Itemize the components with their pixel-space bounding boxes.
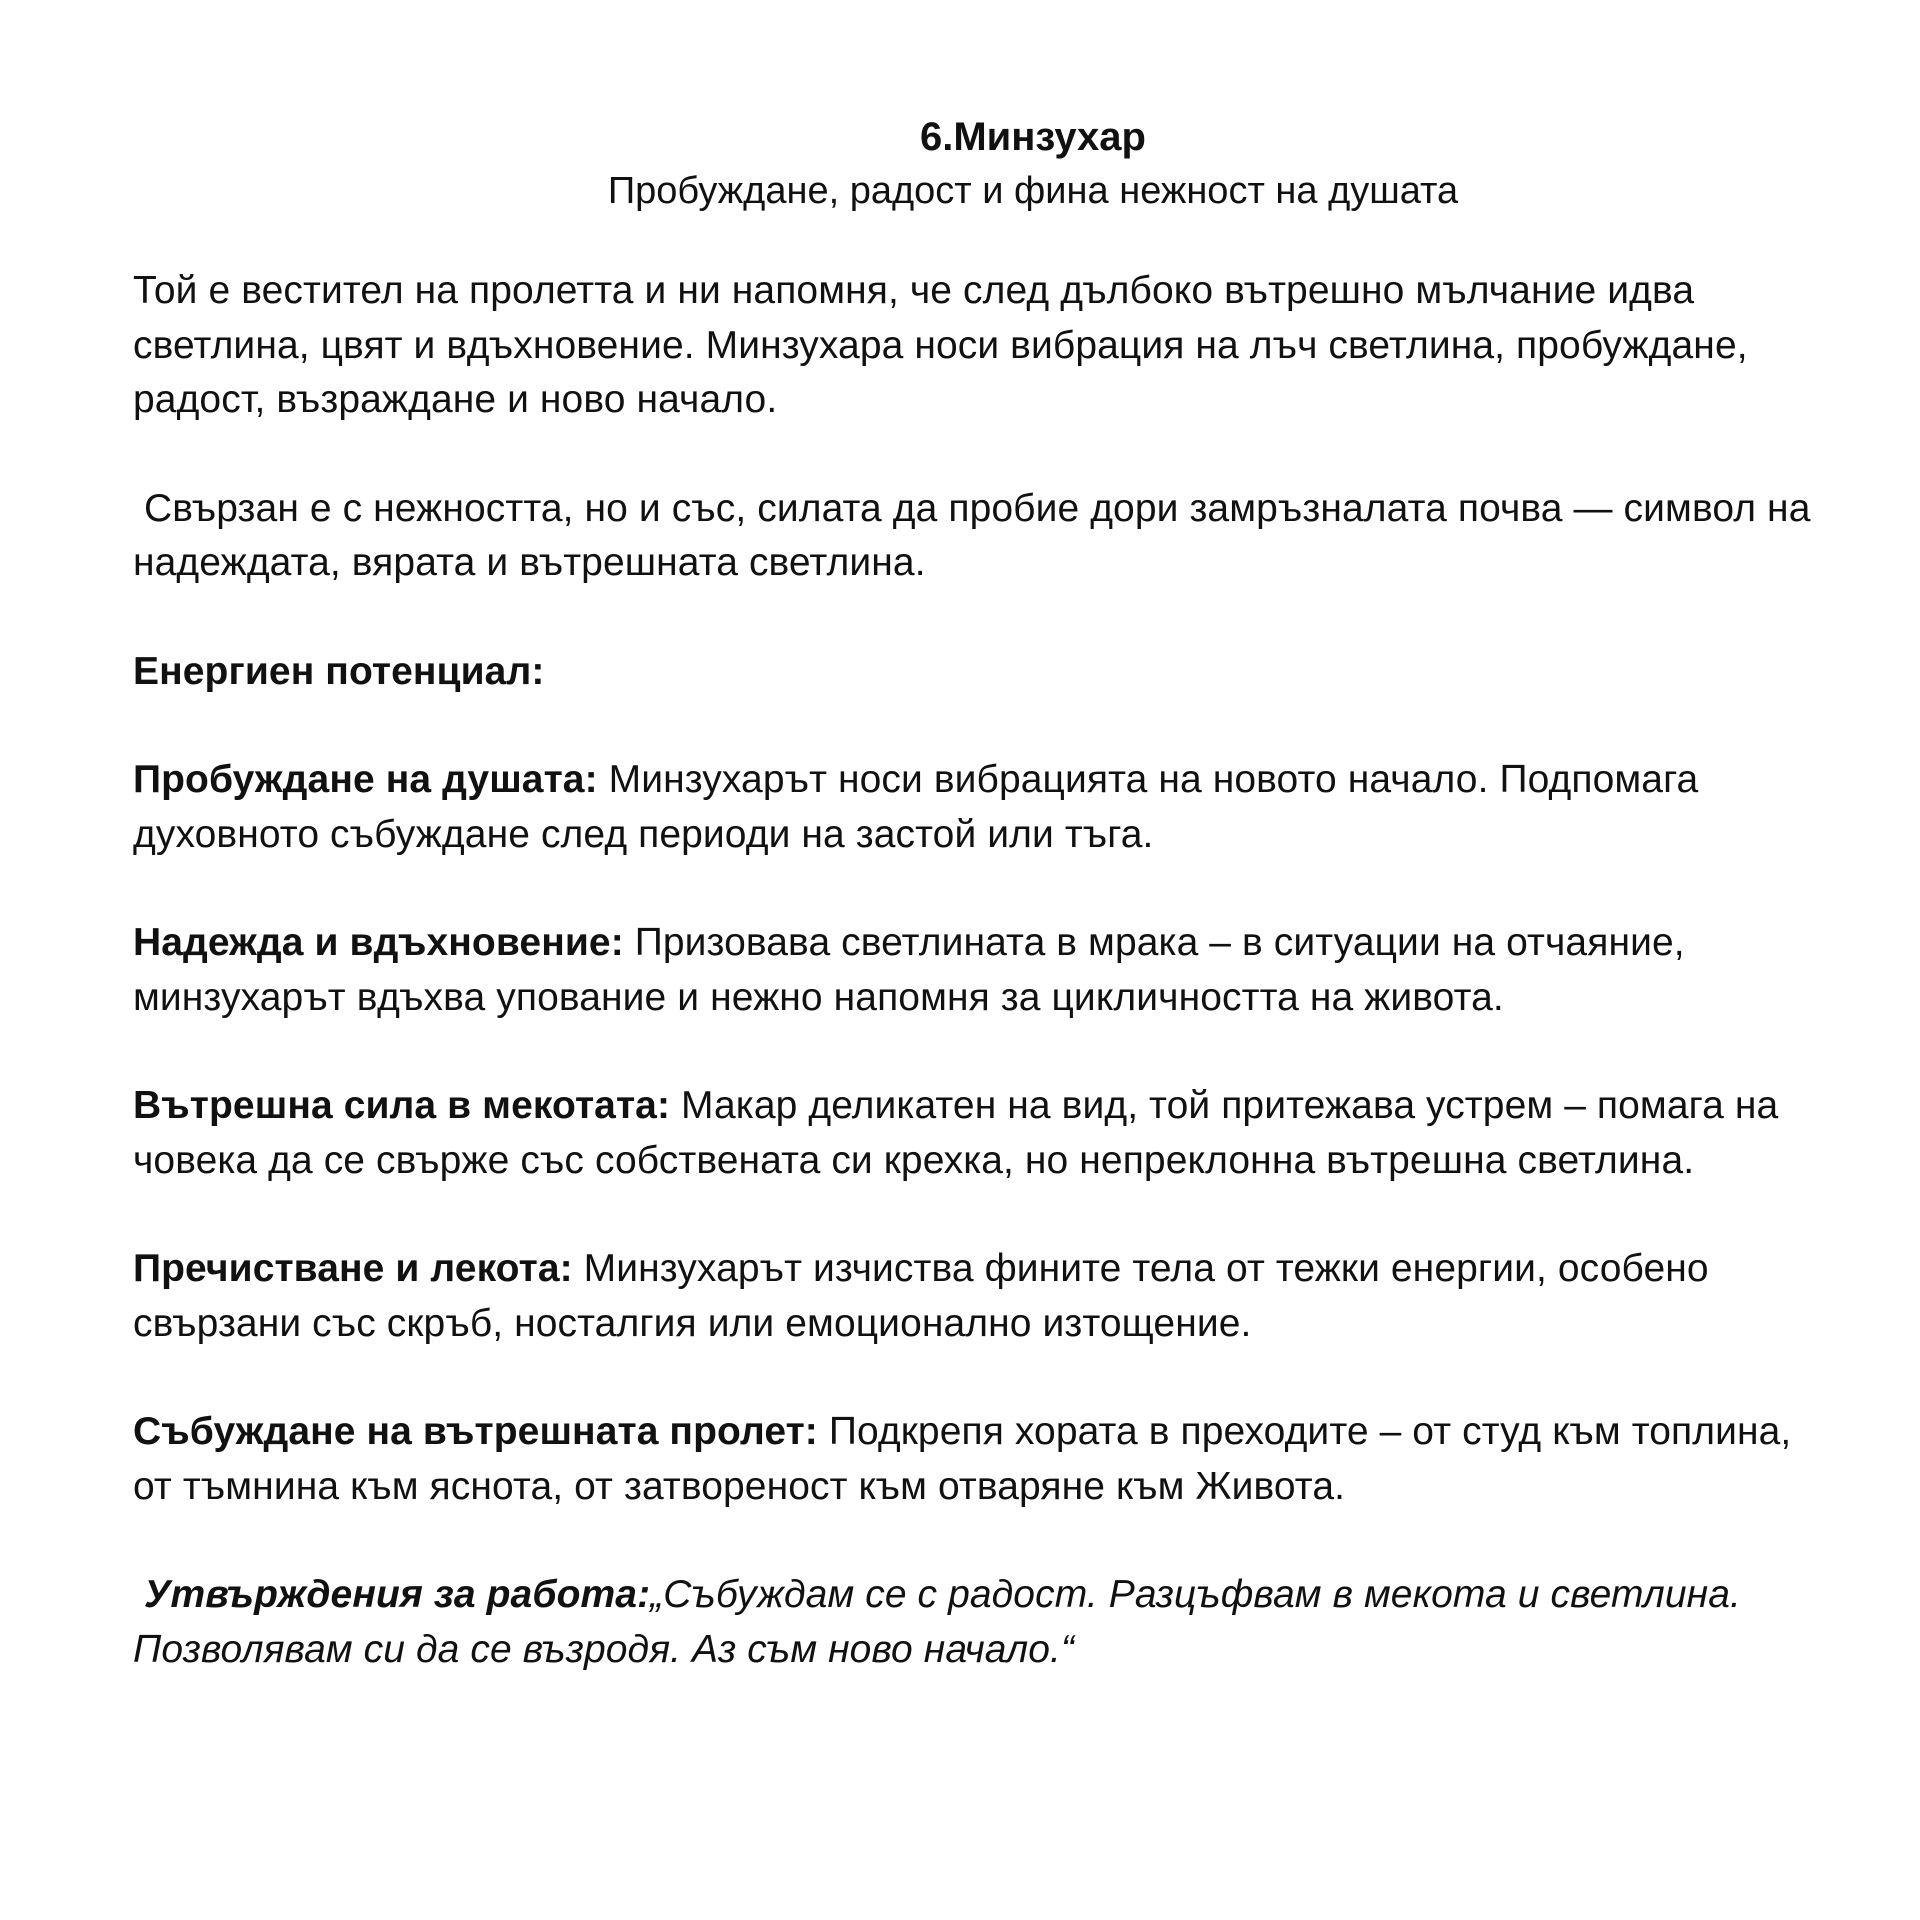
potential-item-label: Събуждане на вътрешната пролет: bbox=[133, 1410, 818, 1453]
affirmation-paragraph bbox=[133, 1568, 1813, 1677]
document-title: 6.Минзухар bbox=[920, 115, 1146, 159]
potential-item-text: Макар деликатен на вид, той притежава устрем – помага на човека да се свърже със собствената си крехка, но непреклонна вътрешна светлина. bbox=[133, 1084, 1779, 1182]
potential-item-label: Пречистване и лекота: bbox=[133, 1247, 573, 1290]
potential-item-label: Пробуждане на душата: bbox=[133, 758, 598, 801]
section-heading: Енергиен потенциал: bbox=[133, 649, 545, 693]
potential-item-text: Подкрепя хората в преходите – от студ към топлина, от тъмнина към яснота, от затвореност към отваряне към Живота. bbox=[133, 1410, 1792, 1508]
potential-item-label: Вътрешна сила в мекотата: bbox=[133, 1084, 671, 1127]
potential-item bbox=[133, 753, 1813, 862]
potential-item-text: Минзухарът носи вибрацията на новото начало. Подпомага духовното събуждане след периоди на застой или тъга. bbox=[133, 758, 1699, 856]
potential-item bbox=[133, 1242, 1813, 1351]
potential-item bbox=[133, 1079, 1813, 1188]
intro-paragraph-2: Свързан е с нежността, но и със, силата да пробие дори замръзналата почва — символ на надеждата, вярата и вътрешната светлина. bbox=[133, 486, 1822, 584]
affirmation-text: „Събуждам се с радост. Разцъфвам в мекота и светлина. Позволявам си да се възродя. Аз съм ново начало.“ bbox=[133, 1573, 1752, 1671]
potential-item bbox=[133, 916, 1813, 1025]
potential-item-text: Минзухарът изчиства фините тела от тежки енергии, особено свързани със скръб, носталгия или емоционално изтощение. bbox=[133, 1247, 1709, 1345]
intro-paragraph-1: Той е вестител на пролетта и ни напомня, че след дълбоко вътрешно мълчание идва светлина, цвят и вдъхновение. Минзухара носи вибрация на лъч светлина, пробуждане, радост, възраждане и ново начало. bbox=[133, 269, 1748, 421]
potential-item-text: Призовава светлината в мрака – в ситуации на отчаяние, минзухарът вдъхва упование и нежно напомня за цикличността на живота. bbox=[133, 921, 1685, 1019]
potential-item bbox=[133, 1405, 1813, 1514]
document-subtitle: Пробуждане, радост и фина нежност на душата bbox=[607, 170, 1459, 212]
document-page bbox=[133, 110, 1822, 1731]
affirmation-label: Утвърждения за работа: bbox=[133, 1573, 651, 1616]
potential-item-label: Надежда и вдъхновение: bbox=[133, 921, 624, 964]
